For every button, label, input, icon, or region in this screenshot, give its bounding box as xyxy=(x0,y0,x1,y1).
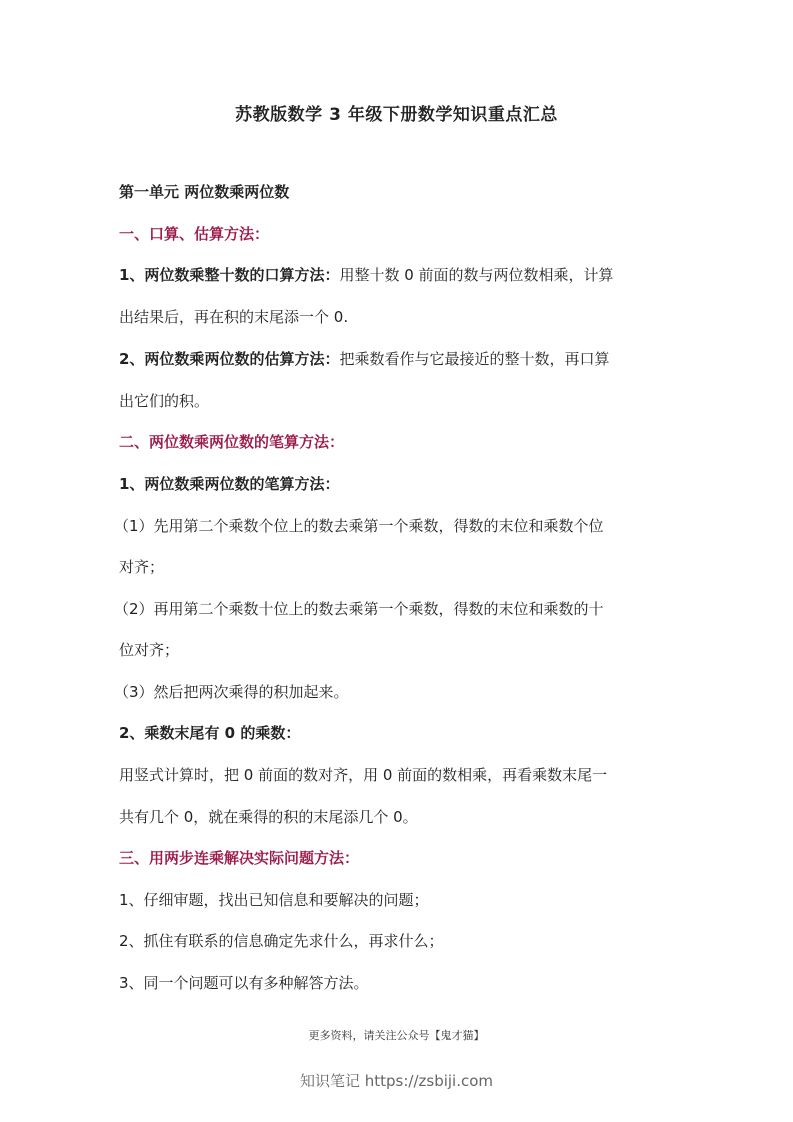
section2-sub1: 1、两位数乘两位数的笔算方法： xyxy=(119,475,340,493)
section1-item1 xyxy=(119,264,679,286)
section2-step3: （3）然后把两次乘得的积加起来。 xyxy=(114,683,349,701)
section2-step1b: 对齐； xyxy=(119,558,165,576)
footer-note: 更多资料，请关注公众号【鬼才猫】 xyxy=(308,1029,485,1042)
section1-item1-text: 用整十数 0 前面的数与两位数相乘，计算 xyxy=(339,266,614,284)
section1-item1-cont: 出结果后，再在积的末尾添一个 0. xyxy=(119,308,349,326)
section1-item2-cont: 出它们的积。 xyxy=(119,392,210,410)
section2-step2b: 位对齐； xyxy=(119,641,180,659)
section3-item2: 2、抓住有联系的信息确定先求什么，再求什么； xyxy=(119,932,444,950)
section2-para-a: 用竖式计算时，把 0 前面的数对齐，用 0 前面的数相乘，再看乘数末尾一 xyxy=(119,766,608,784)
section2-heading: 二、两位数乘两位数的笔算方法： xyxy=(119,433,345,451)
section1-item2-label: 2、两位数乘两位数的估算方法： xyxy=(119,350,340,368)
section3-heading: 三、用两步连乘解决实际问题方法： xyxy=(119,849,360,867)
document-title: 苏教版数学 3 年级下册数学知识重点汇总 xyxy=(235,105,558,125)
section1-item1-label: 1、两位数乘整十数的口算方法： xyxy=(119,266,340,284)
section1-heading: 一、口算、估算方法： xyxy=(119,225,270,243)
unit-heading: 第一单元 两位数乘两位数 xyxy=(119,183,290,201)
section1-item2-text: 把乘数看作与它最接近的整十数，再口算 xyxy=(339,350,610,368)
section3-item3: 3、同一个问题可以有多种解答方法。 xyxy=(119,974,369,992)
section3-item1: 1、仔细审题，找出已知信息和要解决的问题； xyxy=(119,891,429,909)
section2-step2a: （2）再用第二个乘数十位上的数去乘第一个乘数，得数的末位和乘数的十 xyxy=(114,600,604,618)
section1-item2 xyxy=(119,348,679,370)
section2-para-b: 共有几个 0，就在乘得的积的末尾添几个 0。 xyxy=(119,808,418,826)
watermark: 知识笔记 https://zsbiji.com xyxy=(299,1072,494,1090)
section2-step1a: （1）先用第二个乘数个位上的数去乘第一个乘数，得数的末位和乘数个位 xyxy=(114,517,604,535)
section2-sub2: 2、乘数末尾有 0 的乘数： xyxy=(119,724,301,742)
